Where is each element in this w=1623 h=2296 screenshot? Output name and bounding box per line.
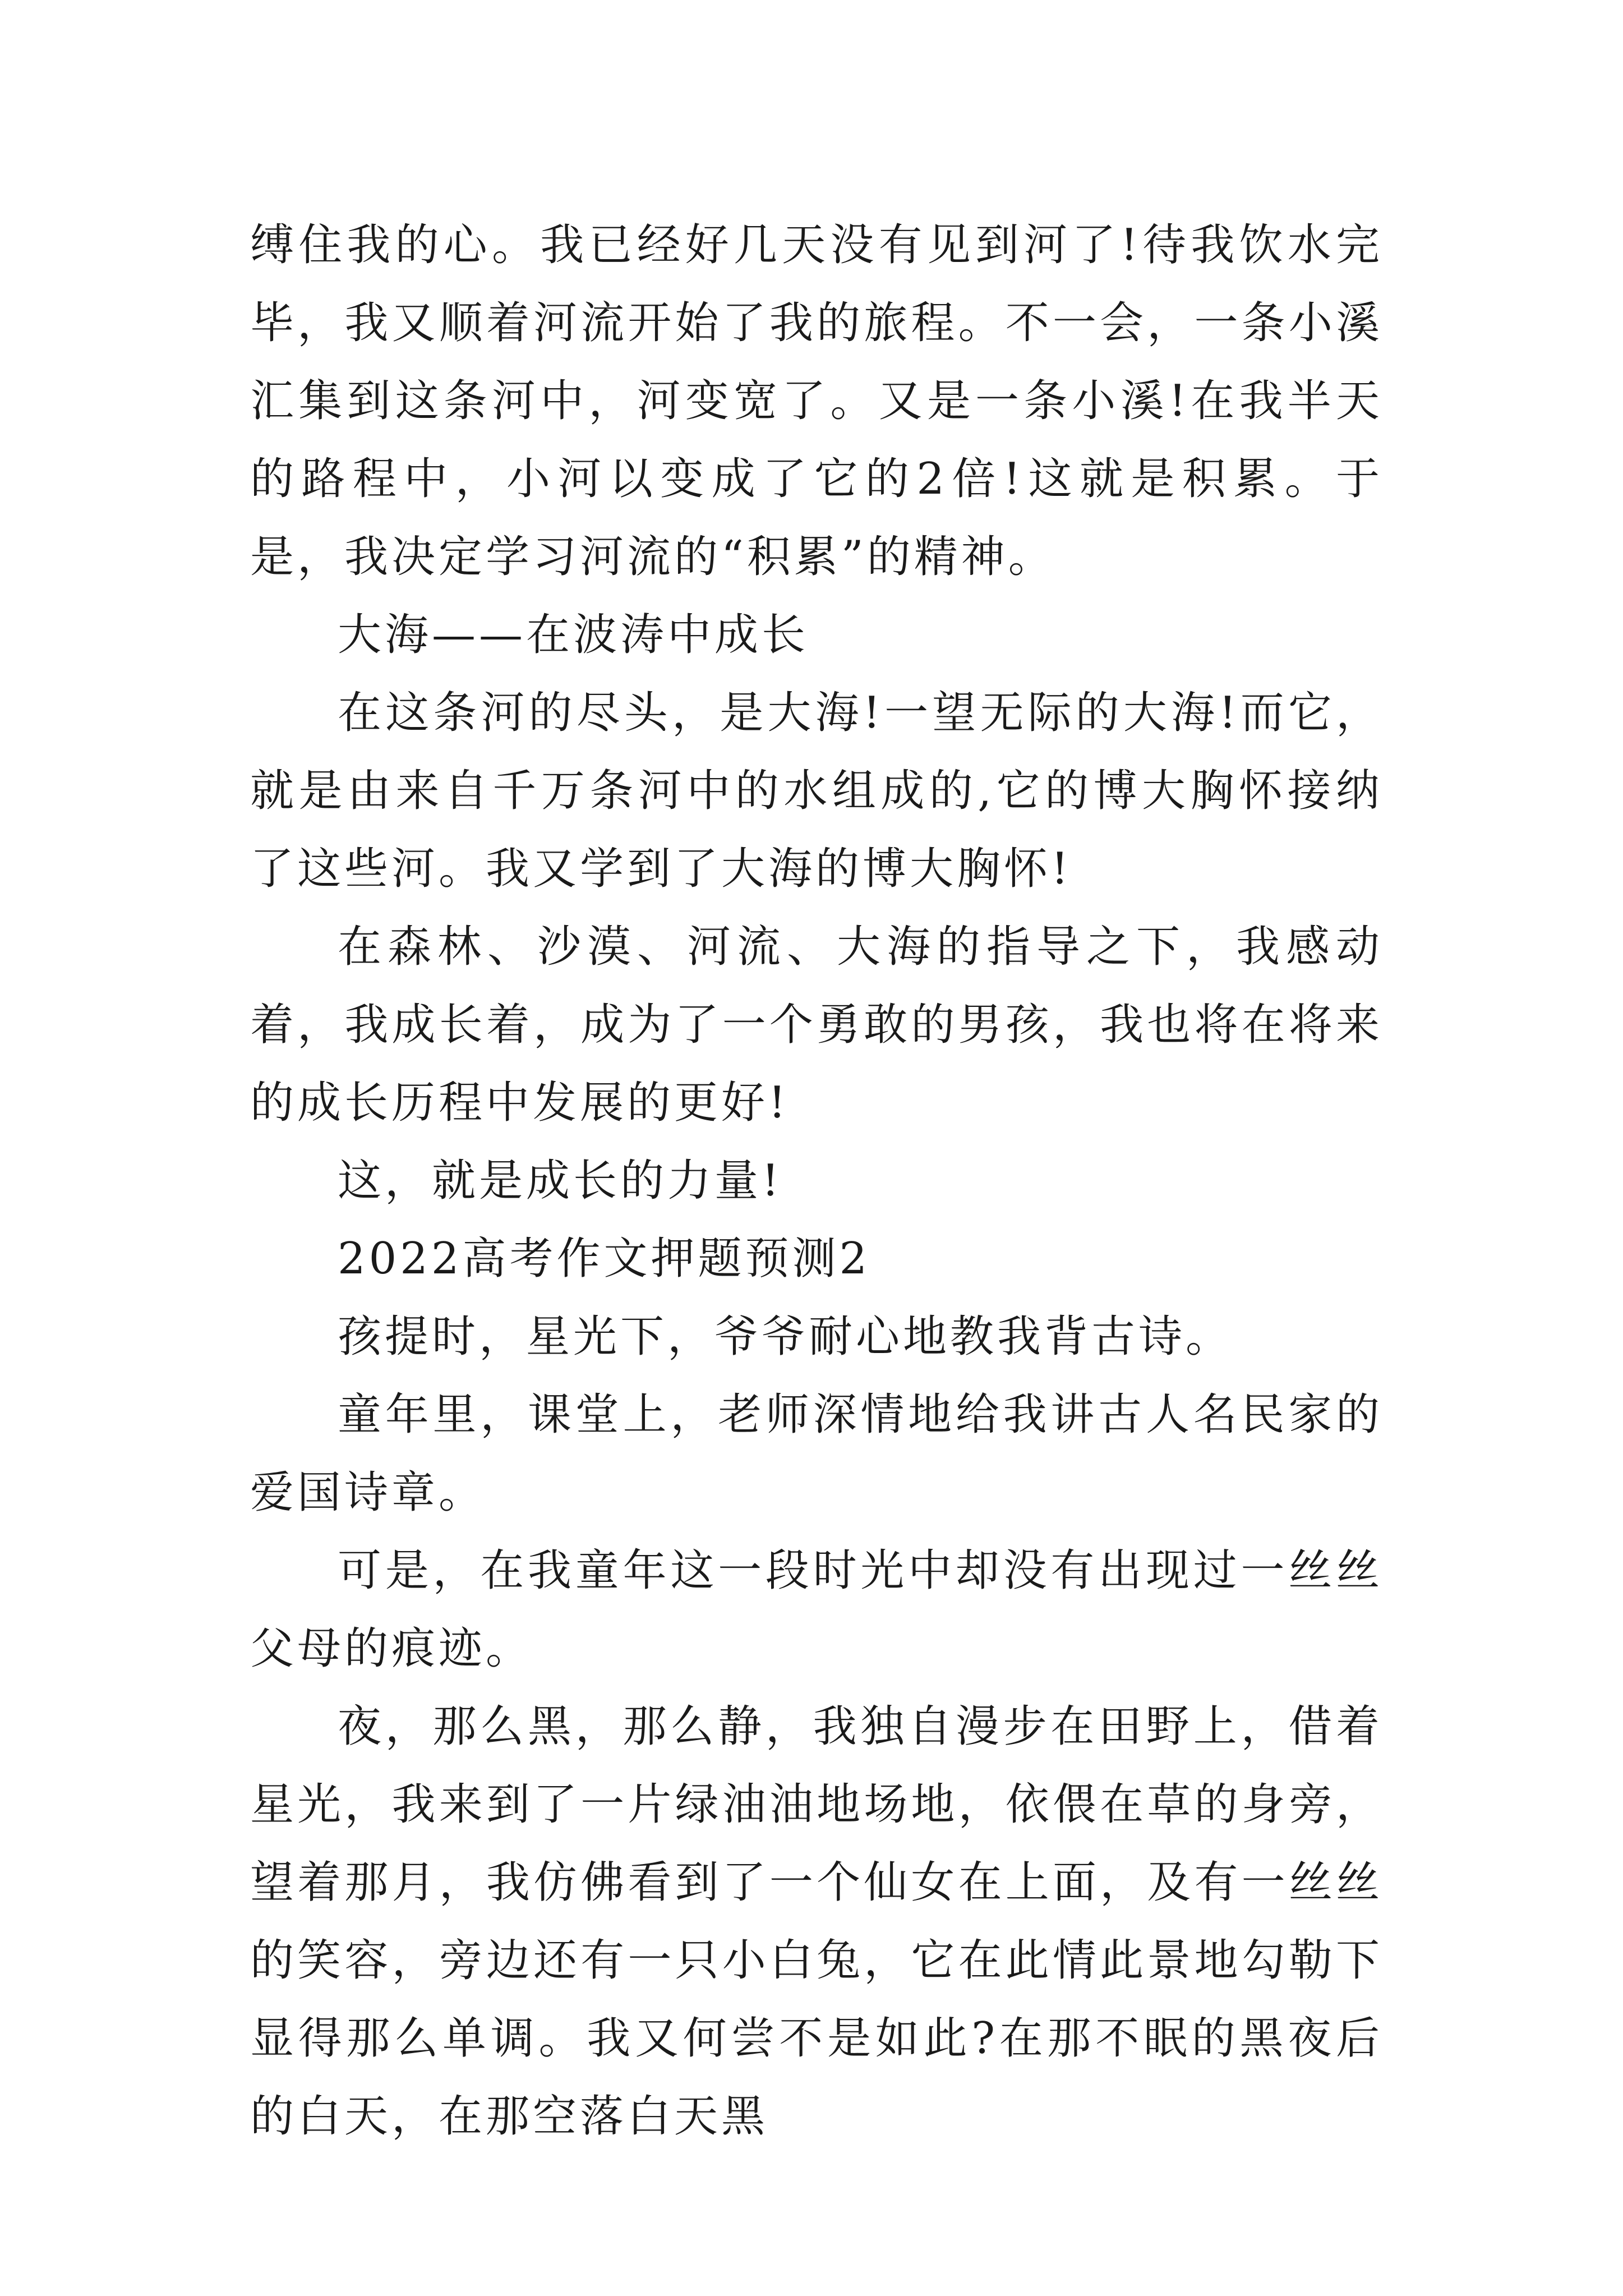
paragraph-1: 缚住我的心。我已经好几天没有见到河了!待我饮水完毕，我又顺着河流开始了我的旅程。不一会，一条小溪汇集到这条河中，河变宽了。又是一条小溪!在我半天的路程中，小河以变成了它的2倍!这就是积累。于是，我决定学习河流的“积累”的精神。 [250,220,1383,582]
paragraph-4: 在森林、沙漠、河流、大海的指导之下，我感动着，我成长着，成为了一个勇敢的男孩，我也将在将来的成长历程中发展的更好! [250,922,1383,1128]
paragraph-8: 童年里，课堂上，老师深情地给我讲古人名民家的爱国诗章。 [250,1389,1383,1518]
section-heading-sea: 大海——在波涛中成长 [338,610,809,660]
document-body [250,206,1383,2156]
paragraph-10: 夜，那么黑，那么静，我独自漫步在田野上，借着星光，我来到了一片绿油油地场地，依偎在草的身旁，望着那月，我仿佛看到了一个仙女在上面，及有一丝丝的笑容，旁边还有一只小白兔，它在此情此景地勾勒下显得那么单调。我又何尝不是如此?在那不眠的黑夜后的白天，在那空落白天黑 [250,1701,1383,2142]
paragraph-3: 在这条河的尽头，是大海!一望无际的大海!而它，就是由来自千万条河中的水组成的,它的博大胸怀接纳了这些河。我又学到了大海的博大胸怀! [250,688,1383,894]
paragraph-7: 孩提时，星光下，爷爷耐心地教我背古诗。 [338,1312,1233,1362]
paragraph-5: 这，就是成长的力量! [338,1156,783,1206]
paragraph-9: 可是，在我童年这一段时光中却没有出现过一丝丝父母的痕迹。 [250,1545,1383,1674]
essay-title-2: 2022高考作文押题预测2 [338,1234,871,1284]
